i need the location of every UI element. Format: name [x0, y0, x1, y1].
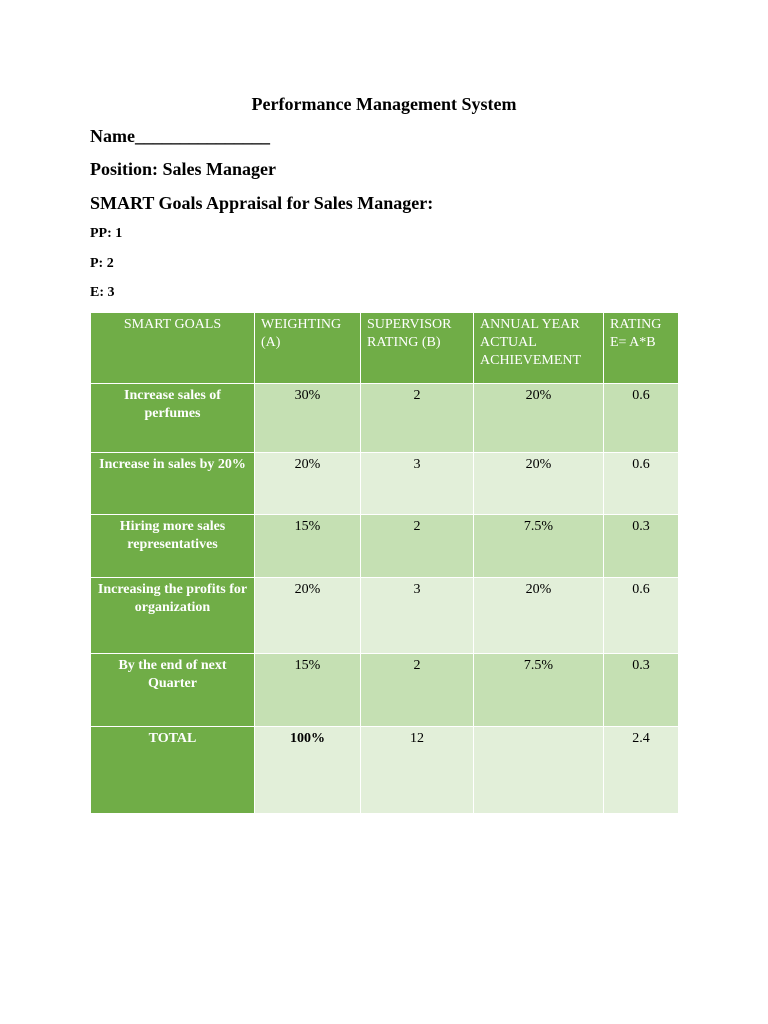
- goal-cell: Increasing the profits for organization: [91, 578, 255, 654]
- smart-goals-table: [90, 312, 679, 814]
- weighting-cell: 15%: [255, 654, 361, 727]
- weighting-cell: 15%: [255, 515, 361, 578]
- achievement-cell: 20%: [474, 453, 604, 515]
- rating-cell: 0.3: [604, 515, 679, 578]
- scale-pp: PP: 1: [90, 226, 123, 241]
- table-row: [91, 578, 679, 654]
- rating-cell: 0.6: [604, 453, 679, 515]
- header-rating: RATING E= A*B: [604, 313, 679, 384]
- goal-cell: Increase in sales by 20%: [91, 453, 255, 515]
- supervisor-cell: 2: [361, 384, 474, 453]
- table-header-row: [91, 313, 679, 384]
- weighting-cell: 20%: [255, 453, 361, 515]
- table-total-row: [91, 727, 679, 814]
- goal-cell: Hiring more sales representatives: [91, 515, 255, 578]
- table-row: [91, 453, 679, 515]
- header-weighting: WEIGHTING (A): [255, 313, 361, 384]
- header-smart-goals: SMART GOALS: [91, 313, 255, 384]
- rating-cell: 0.3: [604, 654, 679, 727]
- rating-cell: 0.6: [604, 384, 679, 453]
- smart-goals-heading: SMART Goals Appraisal for Sales Manager:: [90, 193, 434, 213]
- rating-cell: 0.6: [604, 578, 679, 654]
- achievement-cell: 7.5%: [474, 515, 604, 578]
- supervisor-cell: 3: [361, 453, 474, 515]
- total-weighting-cell: 100%: [255, 727, 361, 814]
- goal-cell: Increase sales of perfumes: [91, 384, 255, 453]
- total-achievement-cell: [474, 727, 604, 814]
- achievement-cell: 7.5%: [474, 654, 604, 727]
- achievement-cell: 20%: [474, 384, 604, 453]
- position-line: Position: Sales Manager: [90, 159, 276, 179]
- name-line: Name_______________: [90, 126, 270, 146]
- weighting-cell: 30%: [255, 384, 361, 453]
- total-label-cell: TOTAL: [91, 727, 255, 814]
- table-row: [91, 515, 679, 578]
- weighting-cell: 20%: [255, 578, 361, 654]
- table-row: [91, 384, 679, 453]
- document-title: Performance Management System: [251, 94, 517, 114]
- scale-p: P: 2: [90, 256, 114, 271]
- scale-e: E: 3: [90, 285, 115, 300]
- header-annual-achievement: ANNUAL YEAR ACTUAL ACHIEVEMENT: [474, 313, 604, 384]
- supervisor-cell: 3: [361, 578, 474, 654]
- goal-cell: By the end of next Quarter: [91, 654, 255, 727]
- supervisor-cell: 2: [361, 654, 474, 727]
- table-row: [91, 654, 679, 727]
- supervisor-cell: 2: [361, 515, 474, 578]
- header-supervisor-rating: SUPERVISOR RATING (B): [361, 313, 474, 384]
- total-supervisor-cell: 12: [361, 727, 474, 814]
- total-rating-cell: 2.4: [604, 727, 679, 814]
- achievement-cell: 20%: [474, 578, 604, 654]
